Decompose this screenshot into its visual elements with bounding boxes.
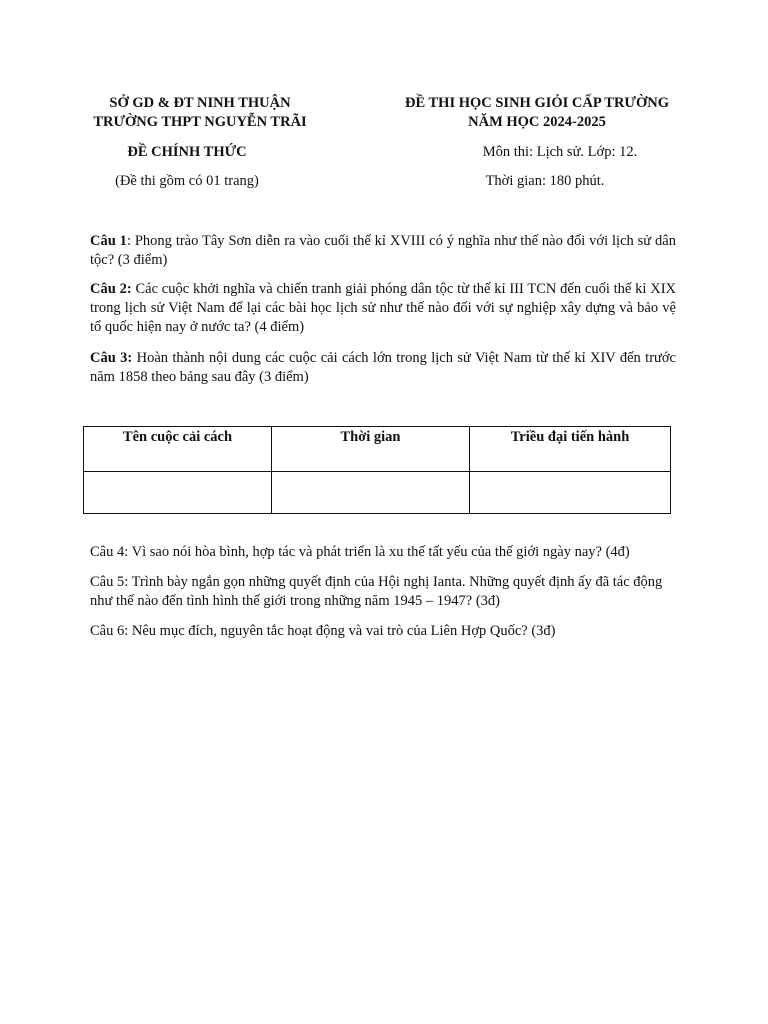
reform-table <box>83 426 671 514</box>
exam-title: ĐỀ THI HỌC SINH GIỎI CẤP TRƯỜNG <box>404 95 669 111</box>
school-name: TRƯỜNG THPT NGUYỄN TRÃI <box>93 114 307 130</box>
question-3-text: Hoàn thành nội dung các cuộc cải cách lớn trong lịch sử Việt Nam từ thế kỉ XIV đến trước năm 1858 theo bảng sau đây (3 điểm) <box>90 350 676 385</box>
question-1-text: : Phong trào Tây Sơn diễn ra vào cuối thế kỉ XVIII có ý nghĩa như thế nào đối với lịch sử dân tộc? (3 điểm) <box>90 233 676 268</box>
question-3-label: Câu 3: <box>90 350 133 366</box>
column-header-reform-name: Tên cuộc cải cách <box>84 427 272 472</box>
question-6: Câu 6: Nêu mục đích, nguyên tắc hoạt động và vai trò của Liên Hợp Quốc? (3đ) <box>90 623 556 639</box>
duration-line: Thời gian: 180 phút. <box>485 173 605 189</box>
column-header-dynasty: Triều đại tiến hành <box>470 427 671 472</box>
department-name: SỞ GD & ĐT NINH THUẬN <box>109 95 291 111</box>
header-right <box>382 94 692 132</box>
page-count-note: (Đề thi gồm có 01 trang) <box>115 173 259 189</box>
question-1 <box>90 232 676 270</box>
question-2 <box>90 280 676 337</box>
question-3 <box>90 349 676 387</box>
subject-line: Môn thi: Lịch sử. Lớp: 12. <box>482 144 638 160</box>
question-4: Câu 4: Vì sao nói hòa bình, hợp tác và phát triển là xu thế tất yếu của thế giới ngày nay? (4đ) <box>90 544 630 560</box>
question-1-label: Câu 1 <box>90 233 127 249</box>
table-header-row <box>84 427 671 472</box>
official-exam-label: ĐỀ CHÍNH THỨC <box>127 144 247 160</box>
question-2-text: Các cuộc khởi nghĩa và chiến tranh giải phóng dân tộc từ thế kỉ III TCN đến cuối thế kỉ XIX trong lịch sử Việt Nam để lại các bài học lịch sử như thế nào đối với sự nghiệp xây dựng và bảo vệ tổ quốc hiện nay ở nước ta? (4 điểm) <box>90 281 676 335</box>
question-2-label: Câu 2: <box>90 281 132 297</box>
table-cell <box>84 472 272 514</box>
column-header-time: Thời gian <box>272 427 470 472</box>
header-left <box>60 94 340 132</box>
question-5: Câu 5: Trình bày ngắn gọn những quyết định của Hội nghị Ianta. Những quyết định ấy đã tác động như thế nào đến tình hình thế giới trong những năm 1945 – 1947? (3đ) <box>90 574 663 609</box>
table-cell <box>470 472 671 514</box>
school-year: NĂM HỌC 2024-2025 <box>468 114 606 130</box>
table-cell <box>272 472 470 514</box>
table-row <box>84 472 671 514</box>
